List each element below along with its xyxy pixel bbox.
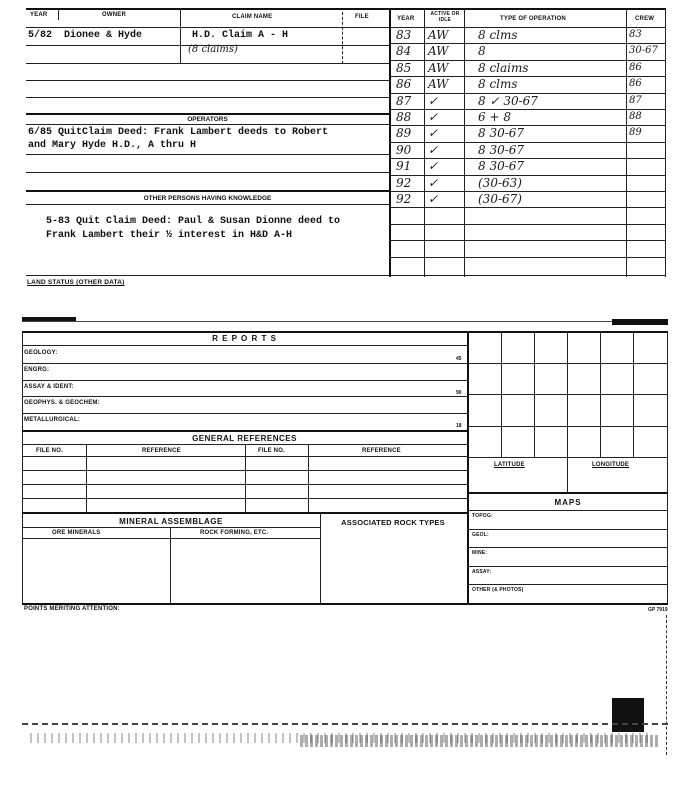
ops-active-idle: AW: [428, 77, 449, 91]
ops-crew: 86: [629, 62, 642, 73]
ops-type: 8 ✓ 30-67: [478, 94, 538, 108]
refs-col-reference: REFERENCE: [142, 448, 181, 454]
header-crew: CREW: [635, 16, 655, 22]
ops-active-idle: AW: [428, 28, 449, 42]
ops-crew: 89: [629, 127, 642, 138]
header-year-ops: YEAR: [397, 16, 415, 22]
ops-type: (30-67): [478, 192, 522, 206]
ore-minerals-label: ORE MINERALS: [52, 530, 101, 536]
ops-crew: 87: [629, 95, 642, 106]
ops-year: 84: [396, 44, 412, 58]
ops-type: 8 30-67: [478, 159, 525, 173]
ops-crew: 86: [629, 78, 642, 89]
ops-year: 92: [396, 192, 412, 206]
ops-crew: 30-67: [629, 45, 658, 56]
header-active-idle: ACTIVE OR IDLE: [430, 11, 460, 23]
ops-type: (30-63): [478, 176, 522, 190]
other-persons-line-1: 5-83 Quit Claim Deed: Paul & Susan Dionne deed to: [46, 216, 341, 227]
refs-col-file-no-2: FILE NO.: [258, 448, 285, 454]
report-row-label: GEOPHYS. & GEOCHEM:: [24, 400, 100, 406]
ops-active-idle: ✓: [428, 176, 439, 190]
claim-name: H.D. Claim A - H: [192, 30, 289, 41]
ops-type: 6 + 8: [478, 110, 511, 124]
ops-year: 85: [396, 61, 412, 75]
ops-year: 89: [396, 126, 412, 140]
ops-active-idle: ✓: [428, 94, 439, 108]
ops-crew: 83: [629, 29, 642, 40]
maps-row-label: TOPOG:: [472, 513, 493, 519]
ops-year: 91: [396, 159, 412, 173]
ops-type: 8 claims: [478, 61, 529, 75]
general-refs-title: GENERAL REFERENCES: [192, 434, 297, 443]
maps-row-label: OTHER (& PHOTOS): [472, 587, 524, 593]
ops-active-idle: ✓: [428, 110, 439, 124]
ops-type: 8 clms: [478, 28, 518, 42]
ops-year: 90: [396, 143, 412, 157]
ops-type: 8 30-67: [478, 143, 525, 157]
ops-active-idle: ✓: [428, 126, 439, 140]
ops-year: 87: [396, 94, 412, 108]
ops-type: 8 clms: [478, 77, 518, 91]
reports-title: R E P O R T S: [212, 334, 277, 343]
maps-row-label: ASSAY:: [472, 569, 492, 575]
form-number: GP 7919: [648, 607, 668, 613]
report-row-label: METALLURGICAL:: [24, 417, 81, 423]
ops-year: 88: [396, 110, 412, 124]
operators-label: OPERATORS: [187, 116, 228, 123]
refs-col-reference-2: REFERENCE: [362, 448, 401, 454]
associated-rock-types-label: ASSOCIATED ROCK TYPES: [341, 518, 445, 527]
owner-name: Dionee & Hyde: [64, 30, 143, 41]
ops-active-idle: ✓: [428, 143, 439, 157]
ops-year: 92: [396, 176, 412, 190]
latitude-label: LATITUDE: [494, 462, 525, 468]
ops-active-idle: AW: [428, 61, 449, 75]
points-meriting-attention-label: POINTS MERITING ATTENTION:: [24, 606, 120, 612]
header-file: FILE: [355, 14, 369, 20]
header-year: YEAR: [30, 12, 48, 18]
report-row-number: 90: [456, 390, 462, 396]
header-type-operation: TYPE OF OPERATION: [500, 16, 566, 22]
report-row-label: ENGRG:: [24, 367, 50, 373]
report-row-number: 18: [456, 423, 462, 429]
maps-title: MAPS: [554, 498, 582, 507]
owner-year: 5/82: [28, 30, 53, 41]
ops-year: 83: [396, 28, 412, 42]
maps-row-label: GEOL:: [472, 532, 489, 538]
report-row-number: 45: [456, 356, 462, 362]
ops-crew: 88: [629, 111, 642, 122]
ops-active-idle: ✓: [428, 159, 439, 173]
claim-note: (8 claims): [188, 44, 238, 55]
operators-line-1: 6/85 QuitClaim Deed: Frank Lambert deeds to Robert: [28, 127, 329, 138]
longitude-label: LONGITUDE: [592, 462, 630, 468]
ops-year: 86: [396, 77, 412, 91]
operators-line-2: and Mary Hyde H.D., A thru H: [28, 140, 197, 151]
header-owner: OWNER: [102, 12, 126, 18]
rock-forming-label: ROCK FORMING, ETC.: [200, 530, 269, 536]
ops-type: 8: [478, 44, 486, 58]
ops-type: 8 30-67: [478, 126, 525, 140]
report-row-label: ASSAY & IDENT:: [24, 384, 74, 390]
ops-active-idle: ✓: [428, 192, 439, 206]
maps-row-label: MINE:: [472, 550, 488, 556]
scan-artifact: [612, 698, 644, 732]
ops-active-idle: AW: [428, 44, 449, 58]
refs-col-file-no: FILE NO.: [36, 448, 63, 454]
other-persons-line-2: Frank Lambert their ½ interest in H&D A-H: [46, 230, 293, 241]
land-status-label: LAND STATUS (OTHER DATA): [27, 279, 125, 286]
other-persons-label: OTHER PERSONS HAVING KNOWLEDGE: [143, 195, 272, 202]
header-claim-name: CLAIM NAME: [232, 14, 273, 20]
report-row-label: GEOLOGY:: [24, 350, 58, 356]
mineral-assemblage-title: MINERAL ASSEMBLAGE: [119, 517, 223, 526]
